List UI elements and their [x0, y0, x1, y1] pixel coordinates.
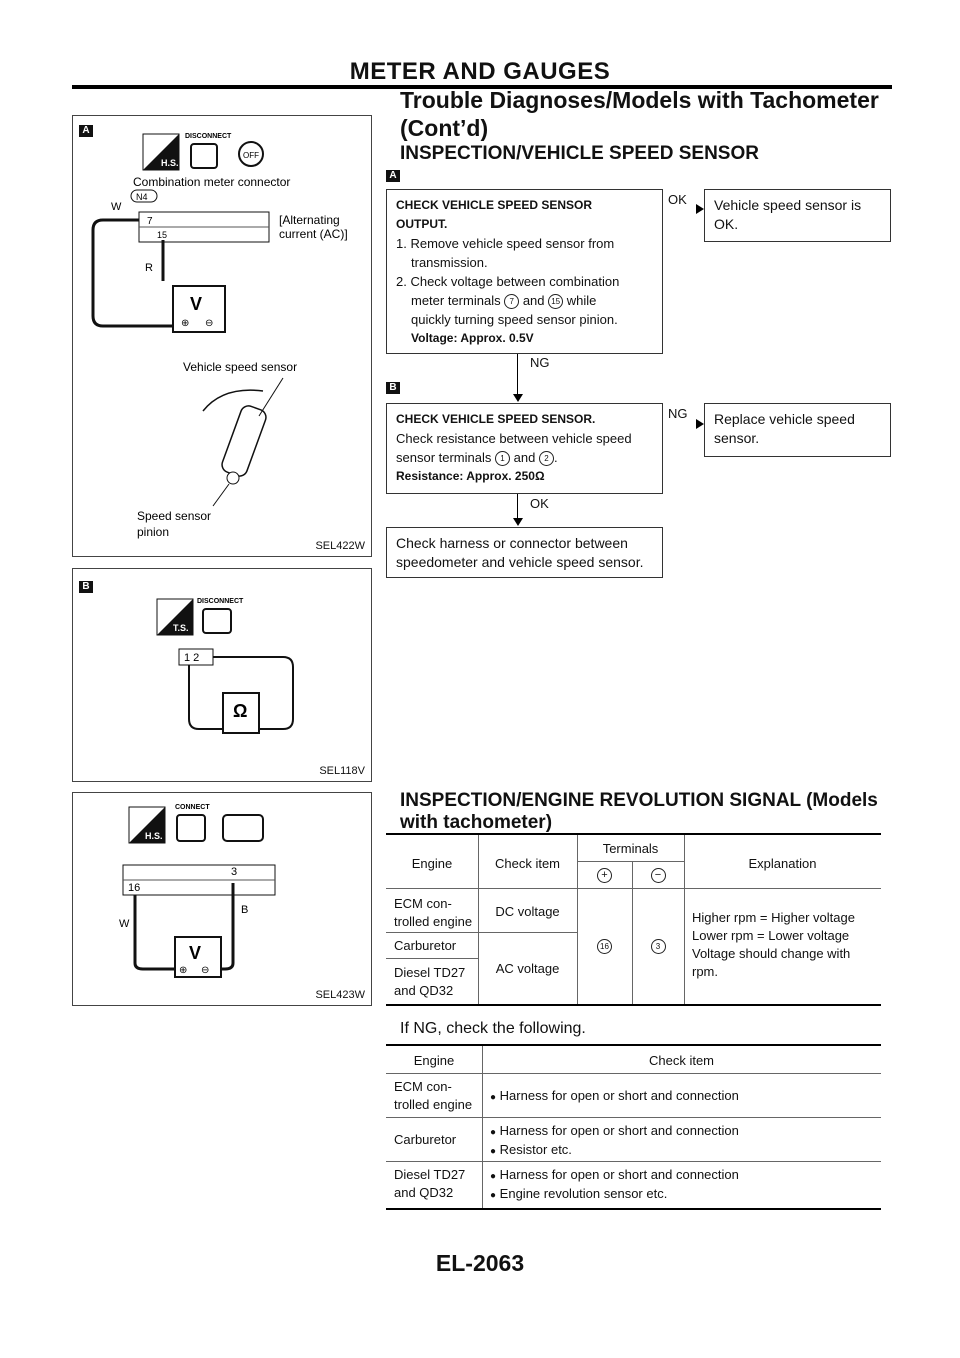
subheader-line-2: (Cont’d): [400, 115, 489, 141]
signal-explanation-3: Voltage should change with: [692, 946, 851, 961]
signal-explanation-1: Higher rpm = Higher voltage: [692, 910, 855, 925]
engine-title-1: INSPECTION/ENGINE REVOLUTION SIGNAL (Models: [400, 790, 878, 811]
figure-a-sensor-body: [220, 404, 268, 479]
step-a-line-4: [396, 291, 653, 310]
final-line-1: Check harness or connector between: [396, 535, 628, 551]
signal-table-bottom-rule: [386, 1004, 881, 1006]
figure-a: [72, 115, 372, 557]
ng-row-3-item-2: [490, 1185, 667, 1205]
step-a-terminal-7: 7: [504, 294, 519, 309]
signal-row-1-engine: [394, 895, 472, 931]
figure-a-pinion: [227, 472, 239, 484]
figure-b-plug-icon: [203, 609, 231, 633]
step-a-ok-result-1: Vehicle speed sensor is: [714, 197, 862, 213]
speed-section-title: INSPECTION/VEHICLE SPEED SENSOR: [400, 143, 759, 164]
step-b-box: [386, 403, 663, 494]
bullet-icon: ●: [490, 1127, 497, 1138]
figure-a-meter-label: V: [190, 294, 203, 314]
step-b-resistance: Resistance: Approx. 250Ω: [396, 469, 545, 483]
figure-c-pin3: 3: [231, 866, 238, 878]
final-line-2: speedometer and vehicle speed sensor.: [396, 554, 644, 570]
figure-c-tag-text: H.S.: [145, 831, 163, 841]
signal-table-h-terminals: Terminals: [602, 841, 659, 856]
step-b-ng-result: [704, 403, 891, 457]
figure-a-meter-plus: ⊕: [181, 318, 190, 329]
signal-row-23-check: AC voltage: [495, 961, 560, 976]
step-b-and: and: [513, 450, 536, 465]
step-a-line-3: 2. Check voltage between combination: [396, 274, 620, 289]
step-a-line-4-text: meter terminals: [411, 293, 501, 308]
step-b-letter: B: [386, 382, 400, 394]
figure-a-ac-2: current (AC)]: [279, 227, 348, 241]
figure-b-disconnect: DISCONNECT: [197, 598, 244, 605]
figure-a-disconnect: DISCONNECT: [185, 133, 232, 140]
step-b-terminal-1: 1: [495, 451, 510, 466]
step-a-ng-line: [517, 354, 518, 398]
step-a-ok-label: OK: [668, 192, 687, 207]
step-a-line-1: 1. Remove vehicle speed sensor from: [396, 236, 615, 251]
figure-c-wire-b-path: [221, 883, 233, 969]
step-a-title-2: OUTPUT.: [396, 217, 448, 231]
figure-c-connect: CONNECT: [175, 804, 210, 811]
step-b-ng-result-2: sensor.: [714, 430, 760, 446]
figure-a-sensor-label: Vehicle speed sensor: [183, 360, 298, 374]
figure-a-plug-icon: [191, 144, 217, 168]
bullet-icon: ●: [490, 1146, 497, 1157]
signal-explanation-2: Lower rpm = Lower voltage: [692, 928, 850, 943]
figure-a-pin7: 7: [147, 216, 153, 227]
signal-table-header-rule: [386, 888, 881, 889]
bullet-icon: ●: [490, 1190, 497, 1201]
figure-c-wire-w-path: [135, 895, 175, 969]
signal-row-3-engine: [394, 964, 465, 1000]
step-b-ok-label: OK: [530, 496, 549, 511]
signal-explanation-4: rpm.: [692, 964, 718, 979]
figure-a-pinion-1: Speed sensor: [137, 509, 212, 523]
signal-table-row-1-rule: [386, 932, 577, 933]
signal-row-1-engine-1: ECM con-: [394, 896, 452, 911]
ng-intro: If NG, check the following.: [400, 1020, 586, 1037]
ng-table-bottom-rule: [386, 1208, 881, 1210]
signal-row-1-check: DC voltage: [495, 904, 560, 919]
figure-a-leader-2: [213, 484, 229, 506]
figure-b-tag-text: T.S.: [173, 623, 189, 633]
step-b-line-1: Check resistance between vehicle speed: [396, 431, 632, 446]
signal-term-plus-value: 16: [597, 939, 612, 954]
ng-table-row-2-rule: [386, 1161, 881, 1162]
figure-c-meter-minus: ⊖: [201, 965, 210, 976]
signal-table-h-engine: Engine: [411, 856, 453, 871]
signal-term-minus-value: 3: [651, 939, 666, 954]
ng-row-1-item-1: [490, 1087, 739, 1107]
ng-row-2-item-1-text: Harness for open or short and connection: [499, 1123, 739, 1138]
step-b-ok-arrow: [513, 518, 523, 526]
signal-term-plus: [577, 937, 632, 955]
figure-a-meter-minus: ⊖: [205, 318, 214, 329]
figure-a-off: OFF: [243, 151, 259, 160]
ng-row-2-item-2: [490, 1141, 572, 1161]
step-b-terminal-2: 2: [539, 451, 554, 466]
signal-explanation: [692, 909, 855, 981]
figure-a-connector-label: Combination meter connector: [133, 175, 291, 189]
ng-table-header-rule: [386, 1073, 881, 1074]
signal-row-2-engine: Carburetor: [394, 938, 457, 953]
bullet-icon: ●: [490, 1092, 497, 1103]
step-a-ng-arrow: [513, 394, 523, 402]
ng-table-top-rule: [386, 1044, 881, 1046]
figure-a-wire-w: W: [111, 201, 122, 213]
figure-a-code: SEL422W: [315, 540, 365, 552]
signal-table-h-minus: [632, 866, 684, 884]
page-header: METER AND GAUGES: [349, 58, 611, 85]
figure-b-wire-1: [189, 665, 223, 729]
step-b-line-2: sensor terminals 1 and 2 .: [396, 450, 558, 465]
figure-c-pin16: 16: [128, 882, 141, 894]
figure-b-pins: 1 2: [184, 652, 200, 664]
figure-c-wire-w: W: [119, 918, 130, 930]
ng-row-2-item-1: [490, 1122, 739, 1142]
figure-c-plug-icon: [177, 815, 205, 841]
engine-section-title: [400, 790, 878, 834]
step-b-ng-result-1: Replace vehicle speed: [714, 411, 855, 427]
figure-a-connector-id: N4: [136, 192, 148, 202]
plus-icon: +: [597, 868, 612, 883]
step-a-terminal-15: 15: [548, 294, 563, 309]
bullet-icon: ●: [490, 1171, 497, 1182]
signal-table-top-rule: [386, 833, 881, 835]
figure-b-meter-label: Ω: [233, 701, 248, 721]
step-a-while: while: [566, 293, 597, 308]
signal-table-term-rule: [577, 861, 684, 862]
signal-table: [386, 833, 881, 1006]
step-b-ng-arrow: [696, 419, 704, 429]
step-b-ng-label: NG: [668, 406, 688, 421]
step-a-ok-result: [704, 189, 891, 242]
page-number: EL-2063: [435, 1250, 525, 1276]
ng-row-2-item-2-text: Resistor etc.: [499, 1142, 572, 1157]
figure-a-tag-text: H.S.: [161, 158, 179, 168]
ng-row-1-engine-2: trolled engine: [394, 1097, 473, 1112]
ng-row-3-engine-2: and QD32: [394, 1185, 454, 1200]
ng-row-2-engine: Carburetor: [394, 1132, 457, 1147]
figure-a-letter: A: [79, 125, 93, 137]
figure-a-leader-1: [259, 378, 283, 416]
figure-b-letter: B: [79, 581, 93, 593]
signal-table-h-explanation: Explanation: [748, 856, 817, 871]
signal-row-3-engine-2: and QD32: [394, 983, 454, 998]
signal-table-h-plus: [577, 866, 632, 884]
ng-table-col-1: [482, 1046, 483, 1208]
signal-table-h-check: Check item: [494, 856, 561, 871]
step-a-ok-arrow: [696, 204, 704, 214]
final-box: [386, 527, 663, 578]
ng-table-h-engine: Engine: [413, 1053, 455, 1068]
figure-a-wire-r: R: [145, 262, 153, 274]
engine-title-2: with tachometer): [400, 812, 553, 833]
figure-c-wire-b: B: [241, 904, 249, 916]
ng-row-3-item-1: [490, 1166, 739, 1186]
figure-c-meter-label: V: [189, 943, 202, 963]
ng-row-3-engine: [394, 1166, 465, 1202]
figure-c-socket-icon: [223, 815, 263, 841]
signal-term-minus: [632, 937, 684, 955]
step-a-voltage: Voltage: Approx. 0.5V: [411, 331, 534, 345]
signal-row-1-engine-2: trolled engine: [394, 914, 473, 929]
figure-c-meter-plus: ⊕: [179, 965, 188, 976]
ng-row-1-item-1-text: Harness for open or short and connection: [499, 1088, 739, 1103]
step-a-ng-label: NG: [530, 355, 550, 370]
ng-table-h-check: Check item: [648, 1053, 715, 1068]
ng-table-row-1-rule: [386, 1117, 881, 1118]
step-a-letter: A: [386, 170, 400, 182]
ng-row-1-engine-1: ECM con-: [394, 1079, 452, 1094]
step-b-title: CHECK VEHICLE SPEED SENSOR.: [396, 412, 596, 426]
signal-row-3-engine-1: Diesel TD27: [394, 965, 466, 980]
signal-table-row-2-rule: [386, 958, 478, 959]
figure-b-diagram: [73, 569, 371, 781]
subheader-line-1: Trouble Diagnoses/Models with Tachometer: [400, 87, 879, 113]
figure-c: [72, 792, 372, 1006]
page-subheader: [400, 86, 879, 142]
step-a-line-2: transmission.: [411, 255, 488, 270]
figure-c-diagram: [73, 793, 371, 1005]
step-a-ok-result-2: OK.: [714, 216, 739, 232]
figure-b-code: SEL118V: [319, 765, 365, 777]
step-a-box: [386, 189, 663, 354]
figure-a-pin15: 15: [157, 230, 168, 240]
ng-row-3-engine-1: Diesel TD27: [394, 1167, 466, 1182]
step-a-line-5: quickly turning speed sensor pinion.: [411, 312, 618, 327]
ng-table: [386, 1044, 881, 1210]
ng-row-3-item-2-text: Engine revolution sensor etc.: [499, 1186, 668, 1201]
step-a-title-1: CHECK VEHICLE SPEED SENSOR: [396, 198, 593, 212]
figure-b: [72, 568, 372, 782]
ng-row-3-item-1-text: Harness for open or short and connection: [499, 1167, 739, 1182]
step-b-line-2-text: sensor terminals: [396, 450, 492, 465]
ng-row-1-engine: [394, 1078, 472, 1114]
figure-a-ac-1: [Alternating: [279, 213, 340, 227]
minus-icon: −: [651, 868, 666, 883]
figure-a-diagram: [73, 116, 371, 556]
figure-c-code: SEL423W: [315, 989, 365, 1001]
step-a-and: and: [522, 293, 545, 308]
figure-a-pinion-2: pinion: [137, 525, 170, 539]
